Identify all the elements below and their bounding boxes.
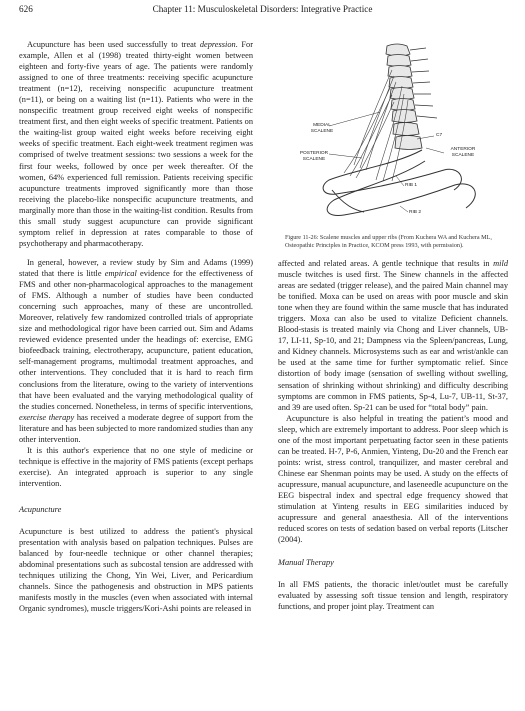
page-header [0,4,525,18]
italic-term: depression [199,40,236,49]
upper-ribs [323,150,475,216]
paragraph-review-study: In general, however, a review study by Sim and Adams (1999) stated that there is little empirical evidence for the effectiveness of FMS and other non-pharmacological approaches to the management of FMS. Although a number of studies have been conducted concerning such approaches, many of these are uncontrolled. Moreover, relatively few randomized controlled trials of appropriate size and methodological rigor have been carried out. Sim and Adams reviewed evidence presented under the headings of: exercise, EMG biofeedback training, electrotherapy, acupuncture, patient education, self-management programs, multimodal treatment approaches, and other interventions. They concluded that it is hard to reach firm conclusions from the literature, owing to the variety of interventions that have been evaluated and the varying methodological quality of the studies concerned. Nonetheless, in terms of specific interventions, exercise therapy has received a moderate degree of support from the literature and has been subjected to more randomized studies than any other intervention. [19,258,254,444]
paragraph-integrated-approach: It is this author's experience that no one style of medicine or technique is effective in the majority of FMS patients (except perhaps exercise). An integrated approach is superior to any single intervention. [19,445,253,488]
scalene-illustration [284,40,512,230]
paragraph-depression-study: Acupuncture has been used successfully to treat depression. For example, Allen et al (1998) treated thirty-eight women between eighteen and forty-five years of age. The patients were randomly assigned to one of three treatments: receiving specific acupuncture treatment (n=12), receiving nonspecific acupuncture treatment (n=11), or being on a waiting list (n=11). Patients who were in the nonspecific treatment group received eight weeks of nonspecific treatment first, and then eight weeks of specific treatment. Patients on the waiting-list group waited eight weeks before receiving eight weeks of specific treatment. Each eight-week treatment regimen was comprised of twelve treatment sessions: two sessions a week for the first four weeks, followed by once per week thereafter. Of the women, 64% experienced full remission. Patients receiving specific acupuncture treatments improved significantly more than those receiving the placebo-like nonspecific acupuncture treatments, and marginally more than those in the waiting-list condition. Results from this small study suggest acupuncture can provide significant symptom relief in depression at rates comparable to those of psychotherapy and pharmacotherapy. [19,40,253,248]
paragraph-mood-sleep: Acupuncture is also helpful in treating the patient’s mood and sleep, which are extremely important to address. Poor sleep which is one of the most important perpetuating factor seen in these patients can be treated. H-7, P-6, Anmien, Yinteng, Du-20 and the French ear points: wrist, stress control, tranquilizer, and master cerebral and Chinese ear Shenman points may be used. A study on the effects of acupressure, manual acupuncture, and laseneedle acupuncture on the EEG bispectral index and spectral edge frequency showed that stimulation at Yinteng results in EEG similarities induced by acupressure and general anaesthesia. All of the interventions reduced scores on tests of sedation based on verbal reports (Litscher (2004). [278,413,508,545]
left-column-top [19,39,253,249]
italic-term: exercise therapy [19,412,75,422]
italic-term: mild [493,259,508,268]
italic-term: empirical [104,269,137,279]
label-c7: C7 [436,133,443,138]
paragraph-acupuncture: Acupuncture is best utilized to address the patient's physical presentation with analysis based on palpation techniques. Pulses are balanced by four-needle technique or other channel therapies; abdominal presentations such as subcostal tension are addressed with techniques utilizing the Chong, Yin Wei, Liver, and Pericardium channels. Since the pathogenesis and obstruction in MPS patients manifests mostly in the muscles (even when associated with internal Organic syndromes), muscle triggers/Kori-Ashi points are released in [19,527,253,614]
label-rib-1: RIB 1 [405,183,417,188]
label-anterior-scalene: ANTERIOR SCALENE [450,147,476,158]
left-column-bottom [19,257,253,614]
section-heading-manual-therapy: Manual Therapy [278,558,334,568]
label-medial-scalene: MEDIAL SCALENE [310,123,334,134]
figure-caption: Figure 11-26: Scalene muscles and upper ribs (From Kuchera WA and Kuchera ML, Osteopathic Principles in Practice, KCOM press 1993, with permission). [285,235,492,250]
cervical-spine [386,44,437,150]
paragraph-acupuncture-continued: affected and related areas. A gentle technique that results in mild muscle twitches is used first. The Sinew channels in the affected areas are sedated (trigger release), and the paired Main channel may be tonified. Moxa can be used on areas with poor muscle and skin tone when they are found within the same muscle that has indurated triggers. Moxa can also be used to vitalize Deficient channels. Blood-stasis is treated mainly via Chong and Liver channels, UB-17, LI-11, Sp-10, and 21; Dampness via the Spleen/pancreas, Lung, and Kidney channels. Microsystems such as ear and wrist/ankle can be used at the same time for further symptomatic relief. Since distortion of body image (sensation of swelling without swelling, sensation of shrinking without shrinking) and difficulty describing symptoms are common in FMS patients, Sp-4, Lu-7, UB-11, St-37, and 39 are used often. Sp-21 can be used for “total body” pain. [278,259,508,412]
figure-scalene-muscles [284,40,512,230]
page-number: 626 [19,4,33,14]
paragraph-manual-therapy: In all FMS patients, the thoracic inlet/outlet must be carefully evaluated by assessing soft tissue tension and length, respiratory functions, and proper joint play. Treatment can [278,580,508,612]
label-rib-2: RIB 2 [409,210,421,215]
label-leaders [329,112,444,212]
right-column [278,258,508,612]
section-heading-acupuncture: Acupuncture [19,504,62,514]
running-head: Chapter 11: Musculoskeletal Disorders: Integrative Practice [152,4,373,14]
label-posterior-scalene: POSTERIOR SCALENE [299,151,329,162]
